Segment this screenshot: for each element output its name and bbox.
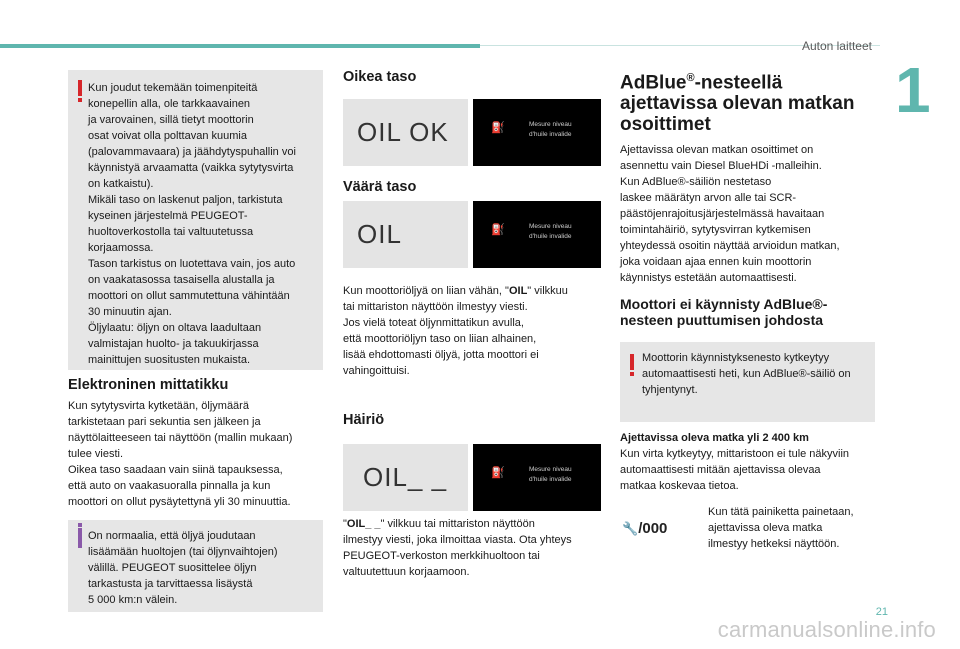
warning-icon-dot [78, 98, 82, 102]
page-number: 21 [875, 606, 888, 618]
column-right [620, 68, 875, 560]
adblue-warning-text: Moottorin käynnistyksenesto kytkeytyy automaattisesti heti, kun AdBlue®-säiliö on tyhjentynyt. [642, 352, 851, 397]
button-explanation-text: Kun tätä painiketta painetaan, ajettavissa oleva matka ilmestyy hetkeksi näyttöön. [708, 506, 854, 551]
header-accent-bar [0, 44, 480, 48]
range-button: 🔧/000 [622, 520, 668, 538]
heading-electronic-dipstick: Elektroninen mittatikku [68, 377, 229, 393]
chapter-number: 1 [895, 54, 931, 126]
watermark: carmanualsonline.info [717, 617, 936, 642]
heading-adblue-range: AdBlue®-nesteellä ajettavissa olevan matkan osoittimet [620, 72, 855, 136]
electronic-dipstick-text: Kun sytytysvirta kytketään, öljymäärä tarkistetaan pari sekuntia sen jälkeen ja näyttölaitteeseen tai näyttöön (mallin mukaan) tulee viesti. Oikea taso saadaan vain siinä tapauksessa, että auto on vaakasuoralla pinnalla ja kun moottori on ollut pysäytettynä yli 30 minuuttia. [68, 400, 293, 508]
wrench-icon: 🔧 [622, 521, 639, 537]
range-over-2400-text: Ajettavissa oleva matka yli 2 400 km Kun virta kytkeytyy, mittaristoon ei tule näkyviin automaattisesti mitään ajettavissa olevaa matkaa koskevaa tietoa. [620, 432, 850, 493]
display-oil-dashes: OIL_ _ [343, 444, 468, 511]
info-box [68, 520, 323, 612]
column-left [68, 70, 323, 612]
warning-icon [78, 80, 82, 96]
adblue-warning-box [620, 342, 875, 422]
column-middle [343, 68, 601, 608]
oil-can-icon: ⛽ [491, 467, 505, 479]
display-dark-message-2: ⛽ Mesure niveau d'huile invalide [473, 201, 601, 268]
display-dark-message-3: ⛽ Mesure niveau d'huile invalide [473, 444, 601, 511]
info-icon-dot [78, 523, 82, 527]
heading-wrong-level: Väärä taso [343, 179, 417, 195]
oil-can-icon: ⛽ [491, 122, 505, 134]
warning-icon-dot [630, 372, 634, 376]
display-oil-ok: OIL OK [343, 99, 468, 166]
info-text: On normaalia, että öljyä joudutaan lisäämään huoltojen (tai öljynvaihtojen) välillä. PEUGEOT suosittelee öljyn tarkastusta ja tarvittaessa lisäystä 5 000 km:n välein. [88, 530, 278, 606]
info-icon [78, 528, 82, 548]
warning-text: Kun joudut tekemään toimenpiteitä konepellin alla, ole tarkkaavainen ja varovainen, sillä tietyt moottorin osat voivat olla polttavan kuumia (palovammavaara) ja jäähdytyspuhallin voi käynnistyä arvaamatta (vaikka sytytysvirta on katkaistu). Mikäli taso on laskenut paljon, tarkistuta kyseinen järjestelmä PEUGEOT- huoltoverkostolla tai valtuutetussa korjaamossa. Tason tarkistus on luotettava vain, jos auto on vaakatasossa tasaisella alustalla ja moottori on ollut sammutettuna vähintään 30 minuutin ajan. Öljylaatu: öljyn on oltava laadultaan valmistajan huolto- ja takuukirjassa mainittujen suositusten mukaista. [88, 82, 296, 366]
fault-text: "OIL_ _" vilkkuu tai mittariston näyttöön ilmestyy viesti, joka ilmoittaa viasta. Ota yhteys PEUGEOT-verkoston merkkihuoltoon tai valtuutettuun korjaamoon. [343, 518, 572, 578]
heading-fault: Häiriö [343, 412, 385, 428]
heading-correct-level: Oikea taso [343, 69, 417, 85]
warning-box [68, 70, 323, 370]
wrong-level-text: Kun moottoriöljyä on liian vähän, "OIL" vilkkuu tai mittariston näyttöön ilmestyy viesti. Jos vielä toteat öljynmittatikun avulla, että moottoriöljyn taso on liian alhainen, lisää ehdottomasti öljyä, jotta moottori ei vahingoittuisi. [343, 285, 568, 377]
display-oil: OIL [343, 201, 468, 268]
heading-engine-wont-start: Moottori ei käynnisty AdBlue®- nesteen puuttumisen johdosta [620, 296, 828, 329]
display-dark-message: ⛽ Mesure niveau d'huile invalide [473, 99, 601, 166]
section-title: Auton laitteet [801, 39, 872, 53]
button-explanation [620, 504, 875, 560]
adblue-range-text: Ajettavissa olevan matkan osoittimet on asennettu vain Diesel BlueHDi -malleihin. Kun AdBlue®-säiliön nestetaso laskee määrätyn arvon alle tai SCR- päästöjenrajoitusjärjestelmässä havaitaan toimintahäiriö, sytytysvirran kytkemisen yhteydessä osoitin näyttää arvioidun matkan, joka voidaan ajaa ennen kuin moottorin käynnistys estetään automaattisesti. [620, 144, 840, 285]
warning-icon [630, 354, 634, 370]
oil-can-icon: ⛽ [491, 224, 505, 236]
